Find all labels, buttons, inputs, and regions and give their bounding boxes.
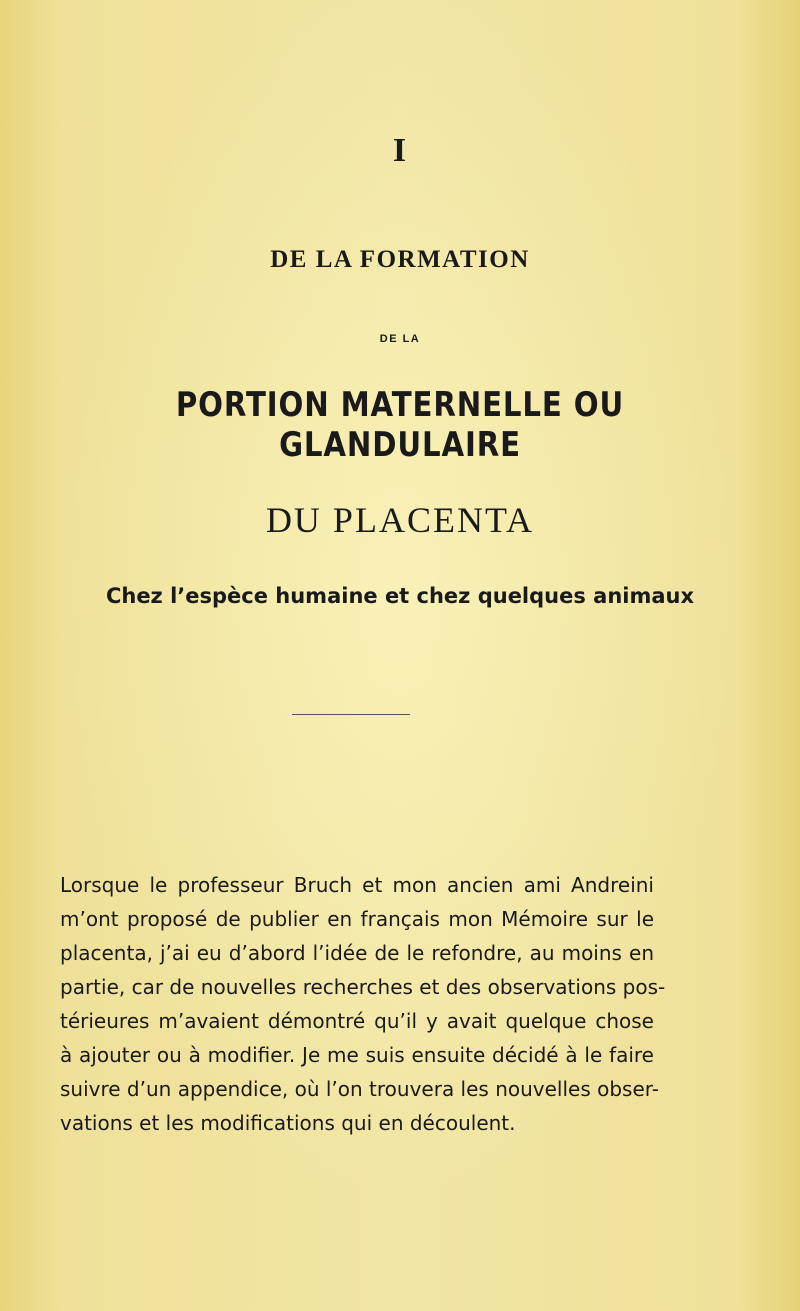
title-line-portion: PORTION MATERNELLE OU GLANDULAIRE [175,385,625,465]
body-line: placenta, j’ai eu d’abord l’idée de le refondre, au moins en [60,941,654,965]
title-line-formation: DE LA FORMATION [270,246,530,273]
body-line: suivre d’un appendice, où l’on trouvera les nouvelles obser- [60,1077,659,1101]
body-line: à ajouter ou à modifier. Je me suis ensuite décidé à le faire [60,1043,654,1067]
chapter-numeral: I [392,132,408,169]
chapter-subtitle: Chez l’espèce humaine et chez quelques animaux [105,584,695,608]
section-divider [292,714,410,715]
title-line-placenta: DU PLACENTA [265,500,535,540]
body-line: térieures m’avaient démontré qu’il y avait quelque chose [60,1009,654,1033]
body-line: m’ont proposé de publier en français mon Mémoire sur le [60,907,654,931]
title-line-de-la: DE LA [379,333,421,345]
body-line: Lorsque le professeur Bruch et mon ancien ami Andreini [60,873,654,897]
body-paragraph [60,868,666,1140]
body-line: vations et les modifications qui en découlent. [60,1111,516,1135]
body-line: partie, car de nouvelles recherches et des observations pos- [60,975,666,999]
